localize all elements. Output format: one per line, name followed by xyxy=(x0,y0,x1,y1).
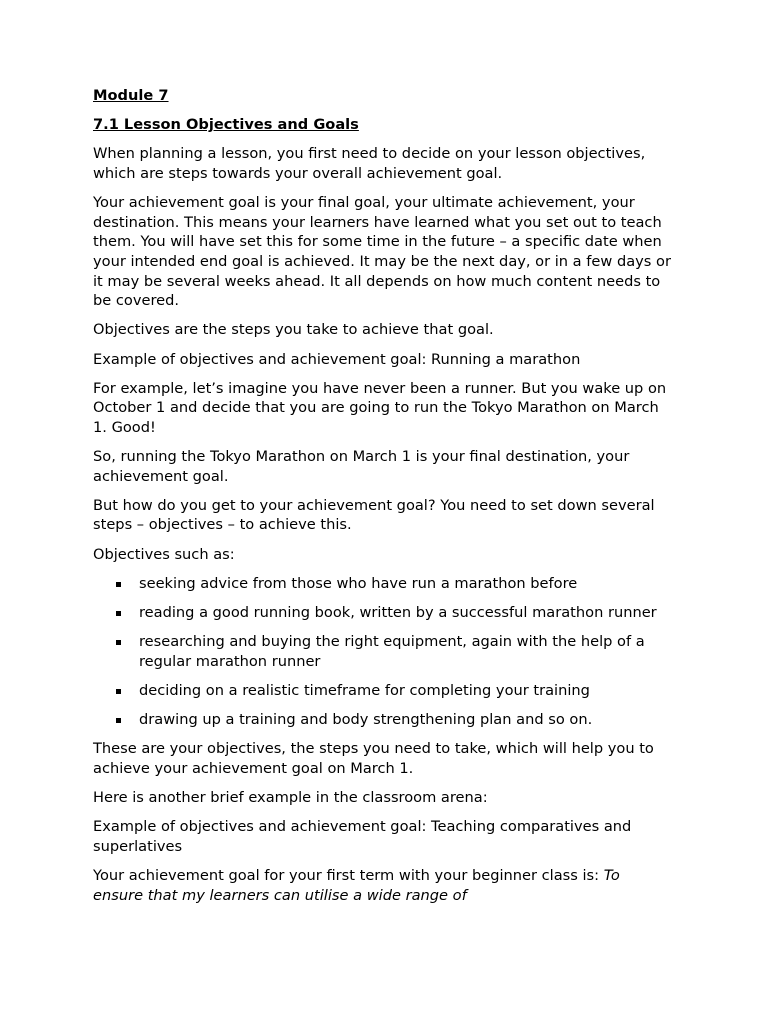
list-item xyxy=(93,574,673,594)
objectives-paragraph: Objectives are the steps you take to achieve that goal. xyxy=(93,321,494,339)
bullet-square-icon xyxy=(116,640,121,645)
bullet-square-icon xyxy=(116,718,121,723)
these-objectives-paragraph: These are your objectives, the steps you need to take, which will help you to achieve your achievement goal on March 1. xyxy=(93,740,654,777)
final-paragraph xyxy=(93,866,673,905)
another-example-paragraph: Here is another brief example in the classroom arena: xyxy=(93,789,488,807)
section-title: 7.1 Lesson Objectives and Goals xyxy=(93,116,359,134)
list-item-text: researching and buying the right equipment, again with the help of a regular marathon runner xyxy=(139,633,645,670)
example2-title: Example of objectives and achievement goal: Teaching comparatives and superlatives xyxy=(93,818,632,855)
list-item xyxy=(93,632,673,671)
final-paragraph-lead: Your achievement goal for your first term with your beginner class is: xyxy=(93,867,604,885)
list-item xyxy=(93,603,673,623)
achievement-goal-paragraph: Your achievement goal is your final goal, your ultimate achievement, your destination. This means your learners have learned what you set out to teach them. You will have set this for some time in the future – a specific date when your intended end goal is achieved. It may be the next day, or in a few days or it may be several weeks ahead. It all depends on how much content needs to be covered. xyxy=(93,194,671,310)
list-item xyxy=(93,681,673,701)
document-page xyxy=(93,86,673,915)
list-item-text: reading a good running book, written by a successful marathon runner xyxy=(139,604,657,621)
example1-title: Example of objectives and achievement goal: Running a marathon xyxy=(93,350,581,368)
how-paragraph: But how do you get to your achievement goal? You need to set down several steps – objectives – to achieve this. xyxy=(93,496,655,534)
final-destination-paragraph: So, running the Tokyo Marathon on March 1 is your final destination, your achievement goal. xyxy=(93,448,630,485)
module-title: Module 7 xyxy=(93,87,169,104)
objectives-list xyxy=(93,574,673,730)
bullet-square-icon xyxy=(116,689,121,694)
list-item-text: drawing up a training and body strengthening plan and so on. xyxy=(139,711,593,729)
list-item-text: deciding on a realistic timeframe for completing your training xyxy=(139,681,590,699)
intro-paragraph: When planning a lesson, you first need to decide on your lesson objectives, which are steps towards your overall achievement goal. xyxy=(93,145,646,182)
final-paragraph-italic: To ensure that my learners can utilise a wide range of xyxy=(93,867,620,904)
list-item-text: seeking advice from those who have run a marathon before xyxy=(139,574,578,592)
example1-body: For example, let’s imagine you have never been a runner. But you wake up on October 1 and decide that you are going to run the Tokyo Marathon on March 1. Good! xyxy=(93,379,667,436)
such-as-paragraph: Objectives such as: xyxy=(93,545,235,563)
bullet-square-icon xyxy=(116,582,121,587)
list-item xyxy=(93,710,673,730)
bullet-square-icon xyxy=(116,611,121,616)
